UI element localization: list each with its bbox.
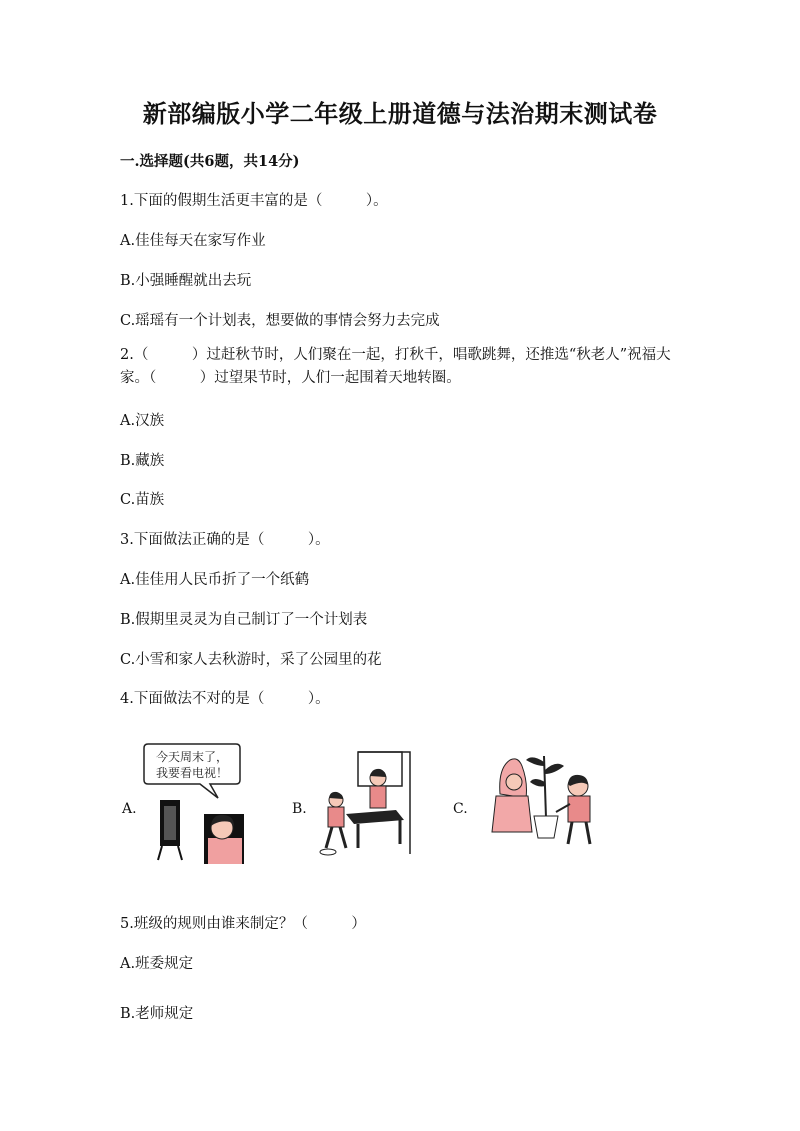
question-4-stem: 4.下面做法不对的是（ ）。 [120,691,330,707]
question-3-option-a: A.佳佳用人民币折了一个纸鹤 [120,572,310,588]
question-5-option-b: B.老师规定 [120,1006,194,1022]
question-1-stem: 1.下面的假期生活更丰富的是（ ）。 [120,193,388,209]
section-heading-choice: 一.选择题(共6题，共14分) [120,153,300,170]
question-4-option-b-label: B. [292,801,307,817]
question-2-stem: 2.（ ）过赶秋节时，人们聚在一起，打秋千，唱歌跳舞，还推选“秋老人”祝福大家。（ ）过望果节时，人们一起围着天地转圈。 [120,347,671,386]
question-2-option-b: B.藏族 [120,453,165,469]
question-3-stem: 3.下面做法正确的是（ ）。 [120,532,330,548]
desk-icon [346,810,404,824]
question-2-option-c: C.苗族 [120,492,165,508]
question-4-option-a-label: A. [122,801,137,817]
question-1-option-b: B.小强睡醒就出去玩 [120,273,252,289]
question-5-stem: 5.班级的规则由谁来制定？（ ） [120,916,366,932]
bucket-icon [534,816,558,838]
figure-watching-tv [140,742,250,866]
question-3-option-c: C.小雪和家人去秋游时，采了公园里的花 [120,652,382,668]
question-5-option-a: A.班委规定 [120,956,194,972]
question-4-option-c-label: C. [453,801,468,817]
question-3-option-b: B.假期里灵灵为自己制订了一个计划表 [120,612,368,628]
child-face-icon [506,774,522,790]
question-1-option-c: C.瑶瑶有一个计划表，想要做的事情会努力去完成 [120,313,440,329]
figure-children-planting [486,748,602,848]
question-1-option-a: A.佳佳每天在家写作业 [120,233,266,249]
page-title: 新部编版小学二年级上册道德与法治期末测试卷 [142,99,658,128]
figure-children-at-desk [318,748,414,860]
question-2-option-a: A.汉族 [120,413,165,429]
child-shirt [208,838,242,864]
speech-bubble-line-1: 今天周末了， [155,750,229,764]
speech-bubble-line-2: 我要看电视！ [155,766,229,780]
sapling-icon [544,756,546,818]
